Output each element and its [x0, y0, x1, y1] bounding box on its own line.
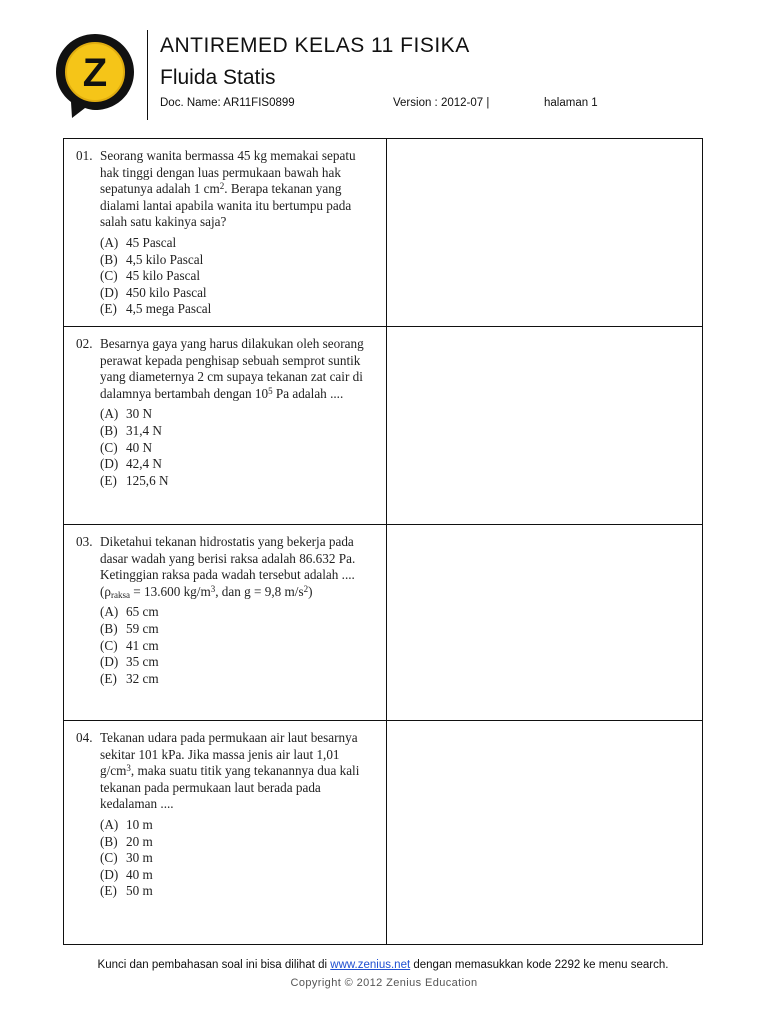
question-text: Besarnya gaya yang harus dilakukan oleh seorang perawat kepada penghisap sebuah semprot suntik yang diameternya 2 cm supaya tekanan zat cair di dalamnya bertambah dengan $10^5$ Pa adalah ....	[100, 336, 364, 401]
header-divider	[147, 30, 148, 120]
answer-option-a: (A) 45 Pascal	[100, 234, 177, 250]
answer-option-d: (D) 35 cm	[100, 654, 159, 670]
work-area	[387, 139, 702, 326]
answer-option-b: (B) 59 cm	[100, 620, 159, 636]
question-row	[64, 721, 702, 944]
question-row	[64, 139, 702, 327]
doc-name: Doc. Name: AR11FIS0899	[160, 97, 295, 109]
answer-option-c: (C) 40 N	[100, 439, 153, 455]
column-divider	[386, 721, 387, 944]
footer-note	[63, 959, 703, 971]
doc-version: Version : 2012-07 |	[393, 97, 490, 109]
answer-option-e: (E) 50 m	[100, 883, 153, 899]
logo-letter: Z	[82, 51, 108, 95]
answer-option-b: (B) 20 m	[100, 833, 153, 849]
question-number: 02.	[76, 336, 93, 351]
question-number: 03.	[76, 534, 93, 549]
answer-options	[100, 817, 376, 900]
answer-options	[100, 235, 376, 318]
question-01	[76, 148, 376, 318]
zenius-link[interactable]: www.zenius.net	[330, 959, 411, 971]
answer-option-d: (D) 40 m	[100, 866, 153, 882]
answer-options	[100, 406, 376, 489]
question-row	[64, 327, 702, 525]
answer-option-e: (E) 4,5 mega Pascal	[100, 301, 212, 317]
question-row	[64, 525, 702, 721]
answer-option-a: (A) 65 cm	[100, 604, 159, 620]
answer-option-e: (E) 32 cm	[100, 670, 159, 686]
work-area	[387, 327, 702, 524]
answer-option-b: (B) 31,4 N	[100, 422, 162, 438]
question-02	[76, 336, 376, 489]
question-text: Tekanan udara pada permukaan air laut besarnya sekitar 101 kPa. Jika massa jenis air laut 1,01 $g/cm^3$, maka suatu titik yang tekanannya dua kali tekanan pada permukaan laut berada pada kedalaman ....	[100, 730, 360, 812]
question-number: 04.	[76, 730, 93, 745]
answer-option-a: (A) 10 m	[100, 816, 153, 832]
question-text: Diketahui tekanan hidrostatis yang bekerja pada dasar wadah yang berisi raksa adalah 86.632 Pa. Ketinggian raksa pada wadah tersebut adalah ....	[100, 534, 356, 583]
column-divider	[386, 139, 387, 326]
question-text: Seorang wanita bermassa 45 kg memakai sepatu hak tinggi dengan luas permukaan bawah hak sepatunya adalah 1 $cm^2$. Berapa tekanan yang dialami lantai apabila wanita itu bertumpu pada salah satu kakinya saja?	[100, 148, 356, 230]
answer-option-d: (D) 42,4 N	[100, 456, 162, 472]
footer-text-before: Kunci dan pembahasan soal ini bisa dilihat di	[97, 959, 331, 971]
column-divider	[386, 327, 387, 524]
answer-option-c: (C) 45 kilo Pascal	[100, 268, 200, 284]
answer-option-a: (A) 30 N	[100, 406, 153, 422]
answer-options	[100, 604, 376, 687]
answer-option-d: (D) 450 kilo Pascal	[100, 284, 207, 300]
page-number: halaman 1	[544, 97, 598, 109]
answer-option-c: (C) 30 m	[100, 850, 153, 866]
copyright: Copyright © 2012 Zenius Education	[290, 977, 478, 989]
work-area	[387, 525, 702, 720]
answer-option-e: (E) 125,6 N	[100, 472, 169, 488]
question-table	[63, 138, 703, 945]
question-number: 01.	[76, 148, 93, 163]
document-subtitle: Fluida Statis	[160, 66, 276, 89]
zenius-logo-icon	[52, 30, 138, 120]
work-area	[387, 721, 702, 944]
answer-option-b: (B) 4,5 kilo Pascal	[100, 251, 204, 267]
given-values: ($\rho_{raksa} = 13.600$ $kg/m^3$, dan g = 9,8 $m/s^2$)	[100, 583, 313, 600]
footer-text-after: dengan memasukkan kode 2292 ke menu search.	[410, 959, 669, 971]
column-divider	[386, 525, 387, 720]
document-title: ANTIREMED KELAS 11 FISIKA	[160, 34, 470, 57]
question-04	[76, 730, 376, 900]
answer-option-c: (C) 41 cm	[100, 637, 159, 653]
question-03	[76, 534, 376, 687]
